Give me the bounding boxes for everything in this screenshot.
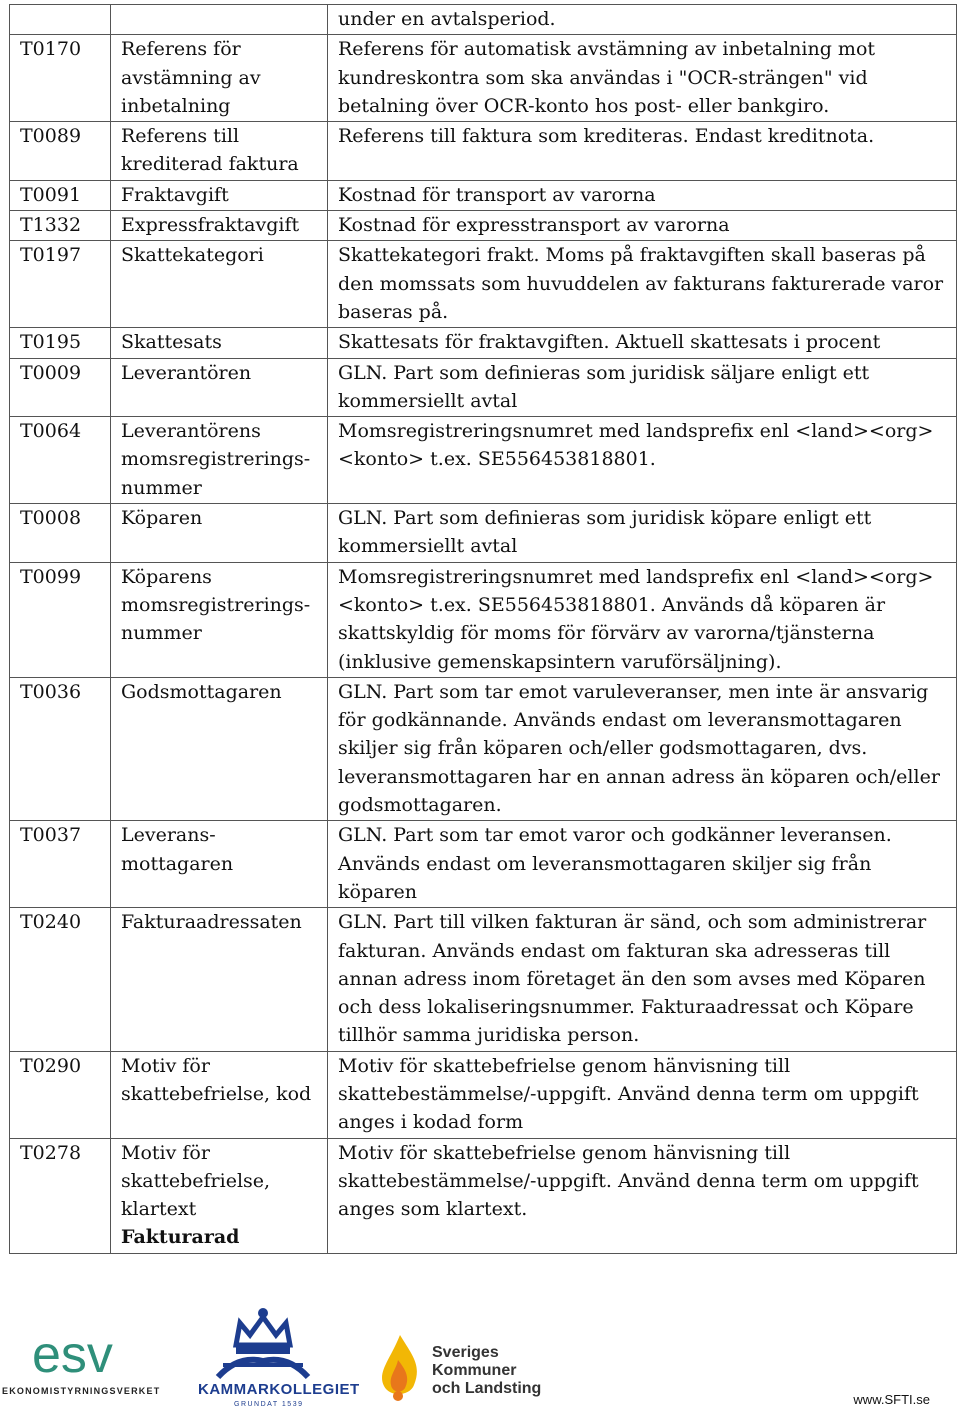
table-row — [10, 504, 957, 563]
term-name — [111, 677, 328, 820]
footer — [0, 1300, 960, 1410]
term-name-text: Köparens momsregistrerings-nummer — [121, 565, 311, 645]
term-code: T0278 — [10, 1138, 111, 1253]
table-row — [10, 1051, 957, 1138]
term-description: GLN. Part som definieras som juridisk säljare enligt ett kommersiellt avtal — [328, 358, 957, 417]
term-name — [111, 562, 328, 677]
kammarkollegiet-logo — [198, 1305, 360, 1410]
table-row — [10, 35, 957, 122]
skl-name — [432, 1344, 541, 1398]
section-heading: Fakturarad — [121, 1226, 240, 1249]
term-description: GLN. Part till vilken fakturan är sänd, och som administrerar fakturan. Används endast om fakturan ska adresseras till annan adress inom företaget än den som avses med Köparen och dess lokaliseringsnummer. Fakturaadressat och Köpare tillhör samma juridiska person. — [328, 908, 957, 1051]
term-code: T1332 — [10, 211, 111, 241]
term-code: T0240 — [10, 908, 111, 1051]
table-row — [10, 908, 957, 1051]
table-row — [10, 122, 957, 181]
website-link[interactable]: www.SFTI.se — [853, 1392, 930, 1407]
term-name-text: Motiv för skattebefrielse, klartext — [121, 1141, 271, 1221]
table-row — [10, 211, 957, 241]
term-name-text: Fraktavgift — [121, 183, 229, 206]
term-description: under en avtalsperiod. — [328, 5, 957, 35]
table-row — [10, 417, 957, 504]
kammarkollegiet-sub: GRUNDAT 1539 — [234, 1401, 304, 1408]
term-code: T0091 — [10, 180, 111, 210]
term-code: T0197 — [10, 241, 111, 328]
term-description: Momsregistreringsnumret med landsprefix enl <land><org><konto> t.ex. SE556453818801. — [328, 417, 957, 504]
term-name-text: Motiv för skattebefrielse, kod — [121, 1054, 312, 1105]
kammarkollegiet-name: KAMMARKOLLEGIET — [198, 1381, 360, 1398]
term-description: Motiv för skattebefrielse genom hänvisning till skattebestämmelse/-uppgift. Använd denna term om uppgift anges i kodad form — [328, 1051, 957, 1138]
skl-line2: Kommuner — [432, 1362, 517, 1379]
term-description: GLN. Part som definieras som juridisk köpare enligt ett kommersiellt avtal — [328, 504, 957, 563]
table-row — [10, 677, 957, 820]
flame-icon — [372, 1330, 427, 1405]
skl-line3: och Landsting — [432, 1380, 542, 1397]
table-row — [10, 328, 957, 358]
term-name-text: Referens för avstämning av inbetalning — [121, 38, 261, 117]
term-name-text: Skattesats — [121, 331, 222, 354]
esv-logo — [0, 1330, 161, 1400]
esv-name: EKONOMISTYRNINGSVERKET — [2, 1386, 161, 1396]
term-name-text: Expressfraktavgift — [121, 214, 300, 237]
term-description: Referens för automatisk avstämning av inbetalning mot kundreskontra som ska användas i "OCR-strängen" vid betalning över OCR-konto hos post- eller bankgiro. — [328, 35, 957, 122]
esv-logo-mark — [0, 1330, 150, 1380]
table-row — [10, 1138, 957, 1253]
term-name — [111, 1051, 328, 1138]
term-name — [111, 328, 328, 358]
term-name — [111, 211, 328, 241]
term-name-text: Fakturaadressaten — [121, 911, 302, 934]
term-description: Motiv för skattebefrielse genom hänvisning till skattebestämmelse/-uppgift. Använd denna term om uppgift anges som klartext. — [328, 1138, 957, 1253]
term-description: Momsregistreringsnumret med landsprefix enl <land><org><konto> t.ex. SE556453818801. Används då köparen är skattskyldig för moms för förvärv av varorna/tjänsterna (inklusive gemenskapsintern varuförsäljning). — [328, 562, 957, 677]
esv-logo-letters: esv — [32, 1330, 113, 1380]
term-name — [111, 358, 328, 417]
term-code: T0195 — [10, 328, 111, 358]
term-description: GLN. Part som tar emot varuleveranser, men inte är ansvarig för godkännande. Används endast om leveransmottagaren skiljer sig från köparen och/eller godsmottagaren, dvs. leveransmottagaren har en annan adress än köparen och/eller godsmottagaren. — [328, 677, 957, 820]
term-description: Referens till faktura som krediteras. Endast kreditnota. — [328, 122, 957, 181]
term-code: T0008 — [10, 504, 111, 563]
term-name — [111, 35, 328, 122]
term-code: T0009 — [10, 358, 111, 417]
term-code: T0290 — [10, 1051, 111, 1138]
term-description: Skattesats för fraktavgiften. Aktuell skattesats i procent — [328, 328, 957, 358]
term-name-text: Godsmottagaren — [121, 680, 282, 703]
terms-table-body — [10, 5, 957, 1254]
term-name — [111, 5, 328, 35]
term-code: T0064 — [10, 417, 111, 504]
term-name-text: Köparen — [121, 507, 203, 530]
table-row — [10, 5, 957, 35]
term-name — [111, 122, 328, 181]
table-row — [10, 821, 957, 908]
table-row — [10, 562, 957, 677]
term-name — [111, 821, 328, 908]
term-code — [10, 5, 111, 35]
table-row — [10, 241, 957, 328]
term-code: T0037 — [10, 821, 111, 908]
term-code: T0089 — [10, 122, 111, 181]
term-name-text: Referens till krediterad faktura — [121, 125, 299, 176]
terms-table — [9, 4, 957, 1254]
term-name — [111, 180, 328, 210]
term-name-text: Skattekategori — [121, 244, 264, 267]
term-code: T0099 — [10, 562, 111, 677]
term-name-text: Leverantörens momsregistrerings-nummer — [121, 420, 311, 499]
term-description: Kostnad för expresstransport av varorna — [328, 211, 957, 241]
term-name-text: Leverantören — [121, 361, 252, 384]
term-description: Skattekategori frakt. Moms på fraktavgiften skall baseras på den momssats som huvuddelen av fakturans fakturerade varor baseras på. — [328, 241, 957, 328]
term-name — [111, 908, 328, 1051]
term-code: T0036 — [10, 677, 111, 820]
term-description: Kostnad för transport av varorna — [328, 180, 957, 210]
term-code: T0170 — [10, 35, 111, 122]
table-row — [10, 180, 957, 210]
term-name — [111, 1138, 328, 1253]
crown-emblem-icon — [198, 1305, 328, 1380]
skl-line1: Sveriges — [432, 1344, 499, 1361]
term-description: GLN. Part som tar emot varor och godkänner leveransen. Används endast om leveransmottagaren skiljer sig från köparen — [328, 821, 957, 908]
table-row — [10, 358, 957, 417]
term-name — [111, 417, 328, 504]
term-name-text: Leverans-mottagaren — [121, 824, 234, 875]
skl-logo — [372, 1330, 552, 1405]
term-name — [111, 504, 328, 563]
term-name — [111, 241, 328, 328]
